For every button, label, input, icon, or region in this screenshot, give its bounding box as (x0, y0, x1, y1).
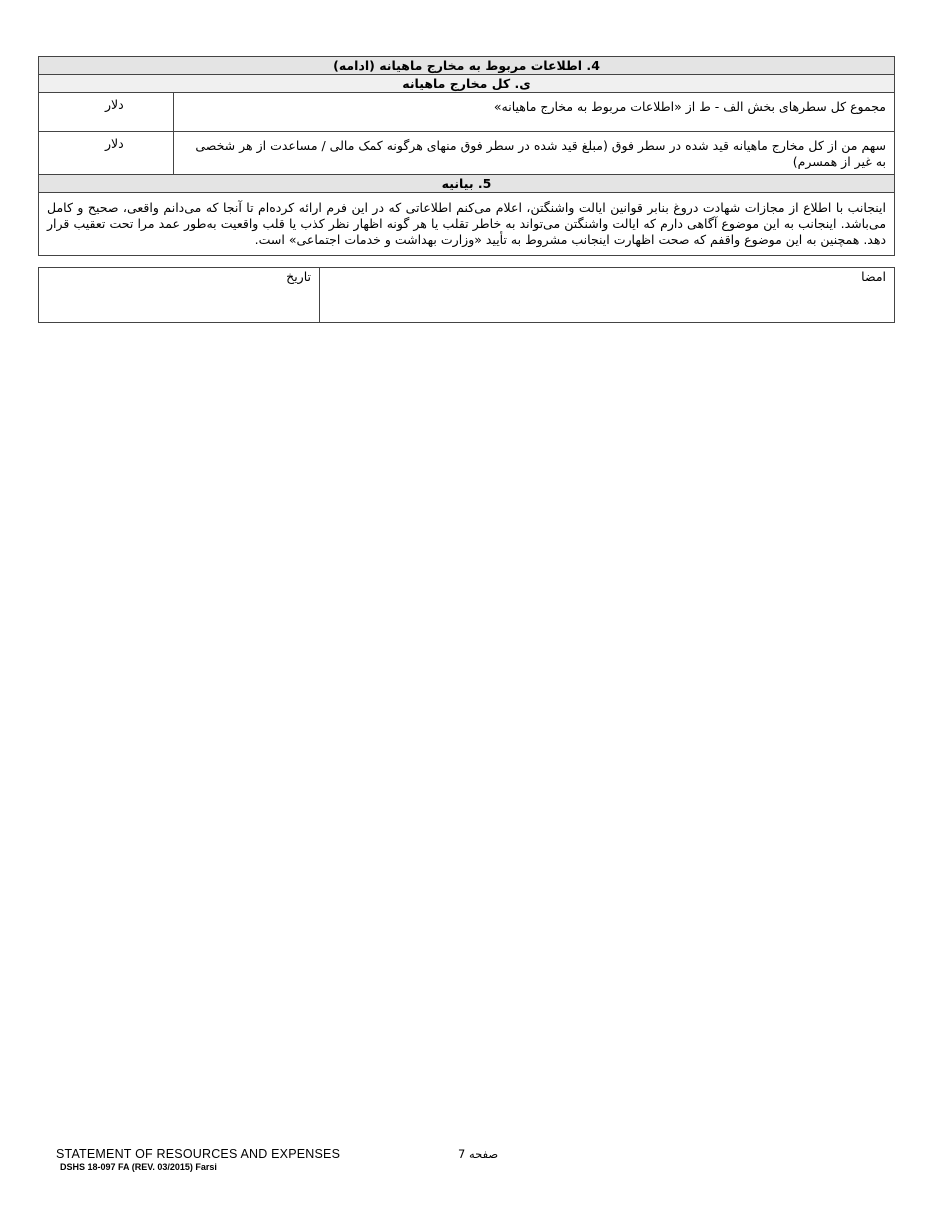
dollar-label: دلار (105, 136, 124, 151)
my-share-row (39, 132, 895, 175)
declaration-statement: اینجانب با اطلاع از مجازات شهادت دروغ بنابر قوانین ایالت واشنگتن، اعلام می‌کنم اطلاعاتی که در این فرم ارائه کرده‌ام تا آنجا که می‌دانم واقعی، صحیح و کامل می‌باشد. اینجانب به این موضوع آگاهی دارم که ایالت واشنگتن می‌تواند به خاطر تقلب یا هر گونه اظهار نظر کذب یا قلب واقعیت به‌طور عمد مرا تحت تعقیب قرار دهد. همچنین به این موضوع واقفم که صحت اظهارت اینجانب مشروط به تأیید «وزارت بهداشت و خدمات اجتماعی» است. (39, 193, 895, 256)
my-share-amount-field[interactable] (39, 132, 174, 175)
total-expenses-description: مجموع کل سطرهای بخش الف - ط از «اطلاعات مربوط به مخارج ماهیانه» (174, 93, 895, 132)
footer-page-number: صفحه 7 (458, 1147, 499, 1161)
signature-label: امضا (861, 269, 886, 284)
signature-field[interactable] (320, 268, 895, 323)
expenses-form-table (38, 56, 895, 256)
date-field[interactable] (39, 268, 320, 323)
dollar-label: دلار (105, 97, 124, 112)
my-share-description: سهم من از کل مخارج ماهیانه قید شده در سطر فوق (مبلغ قید شده در سطر فوق منهای هرگونه کمک مالی / مساعدت از هر شخصی به غیر از همسرم) (174, 132, 895, 175)
date-label: تاریخ (286, 269, 311, 284)
footer-form-title: STATEMENT OF RESOURCES AND EXPENSES (56, 1147, 341, 1161)
section-4-header: 4. اطلاعات مربوط به مخارج ماهیانه (ادامه) (39, 57, 895, 75)
total-expenses-row (39, 93, 895, 132)
signature-table (38, 267, 895, 323)
subsection-total-monthly-expenses-header: ی. کل مخارج ماهیانه (39, 75, 895, 93)
footer-form-code: DSHS 18-097 FA (REV. 03/2015) Farsi (60, 1162, 217, 1172)
total-expenses-amount-field[interactable] (39, 93, 174, 132)
section-5-header: 5. بیانیه (39, 175, 895, 193)
